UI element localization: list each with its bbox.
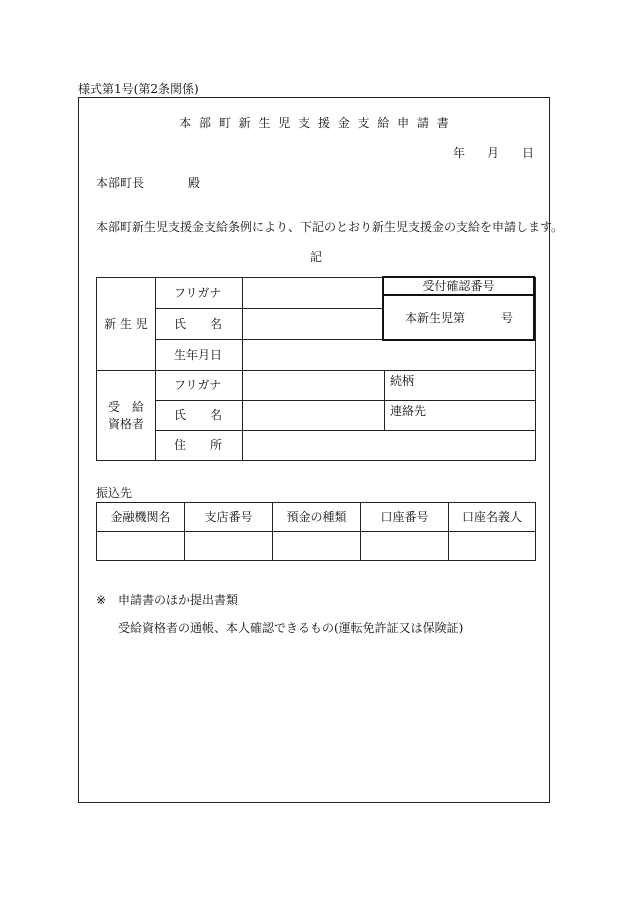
transfer-col-account-number: 口座番号 <box>361 503 449 532</box>
newborn-birthdate-field[interactable] <box>243 340 536 371</box>
recipient-label-line1: 受 給 <box>107 400 144 415</box>
notes-heading: 申請書のほか提出書類 <box>118 593 239 607</box>
relationship-cell[interactable] <box>385 371 536 401</box>
recipient-name-field[interactable] <box>243 401 385 431</box>
newborn-birthdate-label: 生年月日 <box>156 340 243 371</box>
newborn-label-cell <box>97 278 156 371</box>
recipient-address-field[interactable] <box>243 431 536 461</box>
ki-label: 記 <box>310 250 323 264</box>
transfer-table <box>96 502 536 561</box>
addressee-name: 本部町長 <box>96 176 145 190</box>
newborn-name-field[interactable] <box>243 309 385 340</box>
recipient-address-label: 住 所 <box>156 431 243 461</box>
transfer-branch-field[interactable] <box>185 532 273 561</box>
receipt-number-row <box>384 296 533 341</box>
contact-cell[interactable] <box>385 401 536 431</box>
intro-text: 本部町新生児支援金支給条例により、下記のとおり新生児支援金の支給を申請します。 <box>96 220 564 234</box>
transfer-col-branch: 支店番号 <box>185 503 273 532</box>
date-day-label: 日 <box>522 146 535 160</box>
newborn-furigana-field[interactable] <box>243 278 385 309</box>
transfer-deposit-type-field[interactable] <box>273 532 361 561</box>
relationship-label: 続柄 <box>390 374 415 388</box>
recipient-label-cell <box>97 371 156 461</box>
date-year-label: 年 <box>453 146 466 160</box>
transfer-col-account-holder: 口座名義人 <box>449 503 536 532</box>
newborn-label: 新 生 児 <box>104 316 148 331</box>
notes-mark: ※ <box>96 593 107 607</box>
receipt-number-prefix: 本新生児第 <box>405 311 466 325</box>
transfer-account-number-field[interactable] <box>361 532 449 561</box>
recipient-label-line2: 資格者 <box>107 416 144 431</box>
newborn-furigana-label: フリガナ <box>156 278 243 309</box>
receipt-box-header: 受付確認番号 <box>384 278 533 296</box>
contact-label: 連絡先 <box>390 404 427 418</box>
transfer-col-deposit-type: 預金の種類 <box>273 503 361 532</box>
notes-body: 受給資格者の通帳、本人確認できるもの(運転免許証又は保険証) <box>118 621 464 635</box>
receipt-confirmation-box <box>382 276 535 341</box>
newborn-name-label: 氏 名 <box>156 309 243 340</box>
receipt-number-suffix: 号 <box>501 311 514 325</box>
transfer-col-bank: 金融機関名 <box>97 503 185 532</box>
transfer-account-holder-field[interactable] <box>449 532 536 561</box>
transfer-bank-field[interactable] <box>97 532 185 561</box>
date-month-label: 月 <box>487 146 500 160</box>
recipient-furigana-label: フリガナ <box>156 371 243 401</box>
recipient-name-label: 氏 名 <box>156 401 243 431</box>
form-title: 本 部 町 新 生 児 支 援 金 支 給 申 請 書 <box>179 116 451 130</box>
form-number: 様式第1号(第2条関係) <box>78 82 199 96</box>
recipient-furigana-field[interactable] <box>243 371 385 401</box>
addressee-honorific: 殿 <box>188 176 201 190</box>
transfer-heading: 振込先 <box>96 486 133 500</box>
